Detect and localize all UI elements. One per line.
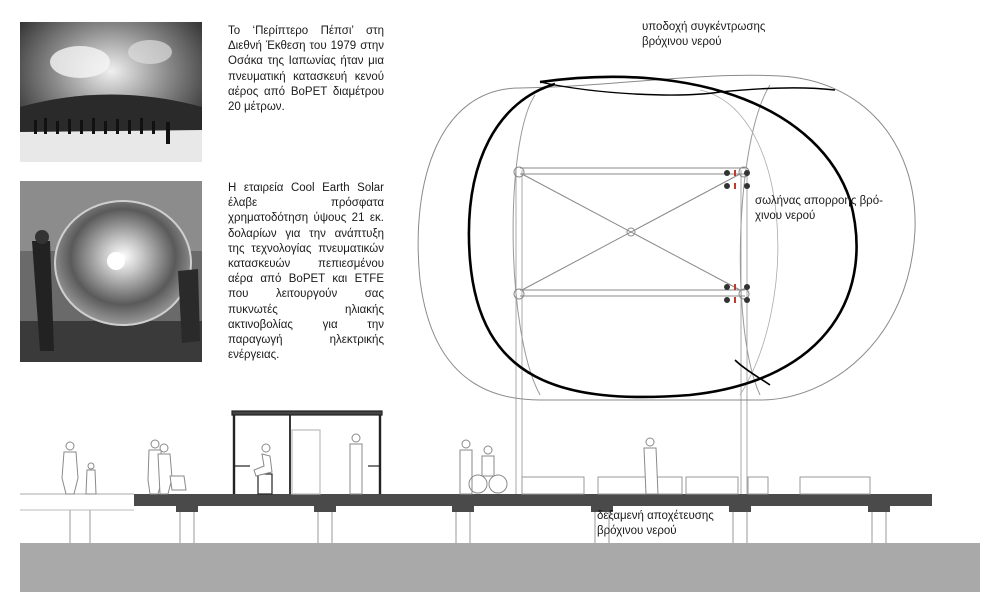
cool-earth-caption: Η εταιρεία Cool Earth Solar έλαβε πρόσφατα χρηματοδότηση ύψους 21 εκ. δολαρίων για την ανάπτυξη της τεχνολογίας πνευματικών κατασκευών πεπιεσμένου αέρα από BoPET και ETFE που λειτουργούν σας πυκνωτές ηλιακής ακτινοβολίας για την παραγωγή ηλεκτρικής ενέργειας. bbox=[228, 182, 384, 362]
rain-collection-rim bbox=[469, 77, 857, 397]
platform-slab bbox=[134, 494, 932, 506]
drainage-tank-label: δεξαμενή αποχέτευσης βρόχινου νερού bbox=[597, 510, 714, 537]
osaka-caption: Το ‘Περίπτερο Πέπσι’ στη Διεθνή Έκθεση του 1979 στην Οσάκα της Ιαπωνίας ήταν μια πνευματική κατασκευή κενού αέρος από BoPET διαμέτρου 20 μέτρων. bbox=[228, 25, 384, 114]
envelope-outline bbox=[418, 75, 915, 400]
drain-pipe-label: σωλήνας απορροής βρό- χινου νερού bbox=[755, 195, 883, 222]
ground-mass bbox=[20, 543, 980, 592]
rain-collection-label: υποδοχή συγκέντρωσης βρόχινου νερού bbox=[642, 21, 766, 48]
